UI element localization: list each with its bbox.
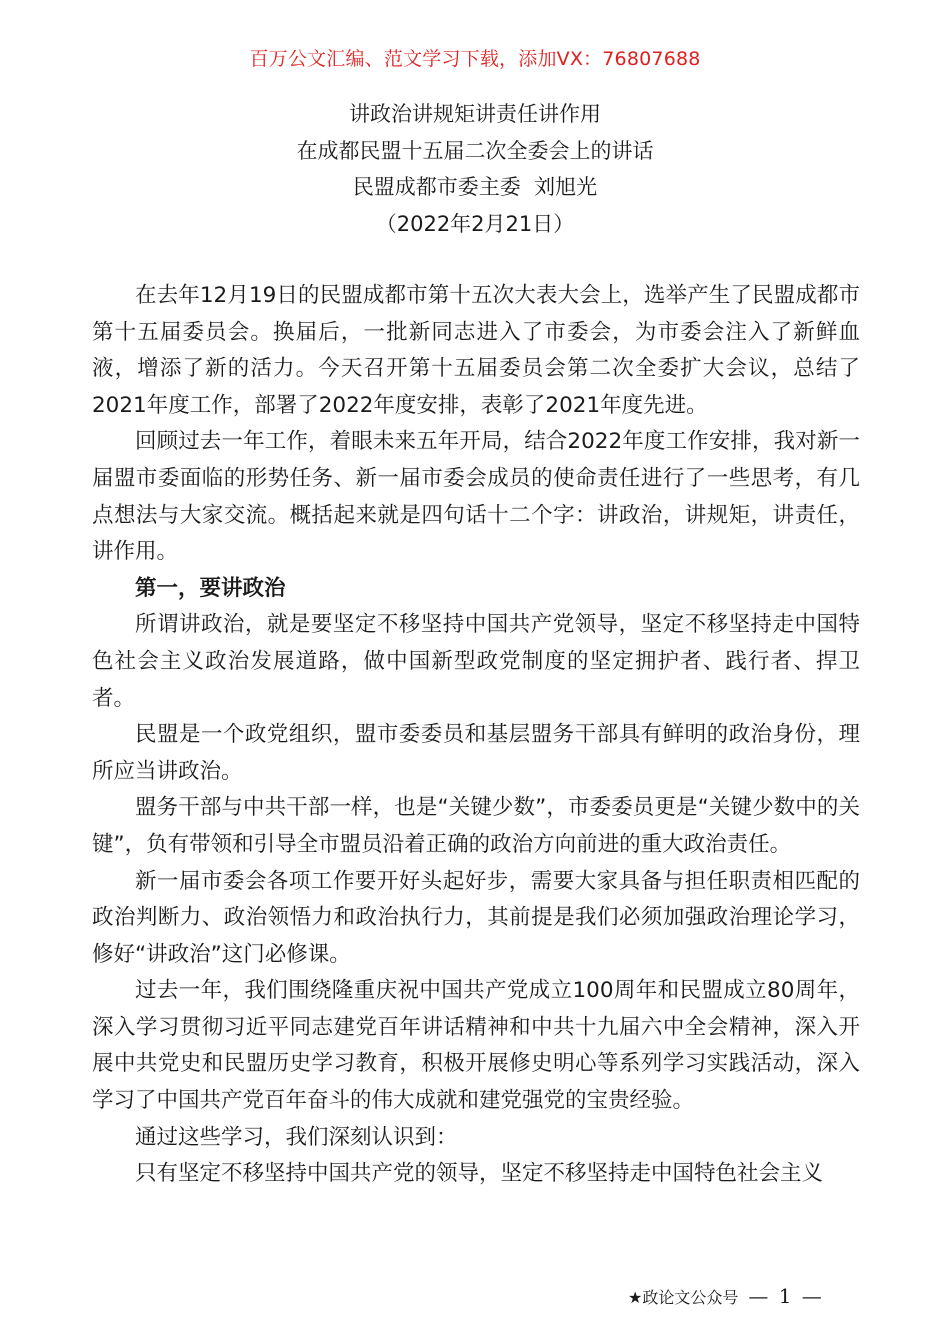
paragraph: 所谓讲政治，就是要坚定不移坚持中国共产党领导，坚定不移坚持走中国特色社会主义政治发展道路，做中国新型政党制度的坚定拥护者、践行者、捍卫者。 <box>92 612 860 711</box>
paragraph: 民盟是一个政党组织，盟市委委员和基层盟务干部具有鲜明的政治身份，理所应当讲政治。 <box>92 722 860 784</box>
paragraph: 回顾过去一年工作，着眼未来五年开局，结合2022年度工作安排，我对新一届盟市委面临的形势任务、新一届市委会成员的使命责任进行了一些思考，有几点想法与大家交流。概括起来就是四句话十二个字：讲政治，讲规矩，讲责任，讲作用。 <box>92 429 860 565</box>
paragraph: 通过这些学习，我们深刻认识到： <box>135 1124 458 1150</box>
speech-subtitle: 在成都民盟十五届二次全委会上的讲话 <box>296 138 654 163</box>
page-footer <box>628 1284 824 1308</box>
document-body <box>92 278 860 1193</box>
footer-source: ★政论文公众号 <box>628 1287 739 1307</box>
paragraph: 只有坚定不移坚持中国共产党的领导，坚定不移坚持走中国特色社会主义 <box>135 1161 824 1187</box>
paragraph: 新一届市委会各项工作要开好头起好步，需要大家具备与担任职责相匹配的政治判断力、政治领悟力和政治执行力，其前提是我们必须加强政治理论学习，修好“讲政治”这门必修课。 <box>92 868 860 967</box>
paragraph: 在去年12月19日的民盟成都市第十五次大表大会上，选举产生了民盟成都市第十五届委员会。换届后，一批新同志进入了市委会，为市委会注入了新鲜血液，增添了新的活力。今天召开第十五届委员会第二次全委扩大会议，总结了2021年度工作，部署了2022年度安排，表彰了2021年度先进。 <box>92 283 860 418</box>
paragraph: 过去一年，我们围绕隆重庆祝中国共产党成立100周年和民盟成立80周年，深入学习贯彻习近平同志建党百年讲话精神和中共十九届六中全会精神，深入开展中共党史和民盟历史学习教育，积极开展修史明心等系列学习实践活动，深入学习了中国共产党百年奋斗的伟大成就和建党强党的宝贵经验。 <box>92 978 860 1114</box>
page-number: — 1 — <box>748 1284 824 1308</box>
paragraph: 盟务干部与中共干部一样，也是“关键少数”，市委委员更是“关键少数中的关键”，负有带领和引导全市盟员沿着正确的政治方向前进的重大政治责任。 <box>92 795 860 857</box>
watermark-banner: 百万公文汇编、范文学习下载，添加VX：76807688 <box>249 48 701 70</box>
speech-date: （2022年2月21日） <box>375 211 575 236</box>
speech-title: 讲政治讲规矩讲责任讲作用 <box>349 102 601 126</box>
title-block <box>0 96 950 242</box>
section-heading: 第一，要讲政治 <box>135 575 286 601</box>
speaker-line: 民盟成都市委主委 刘旭光 <box>352 175 598 199</box>
